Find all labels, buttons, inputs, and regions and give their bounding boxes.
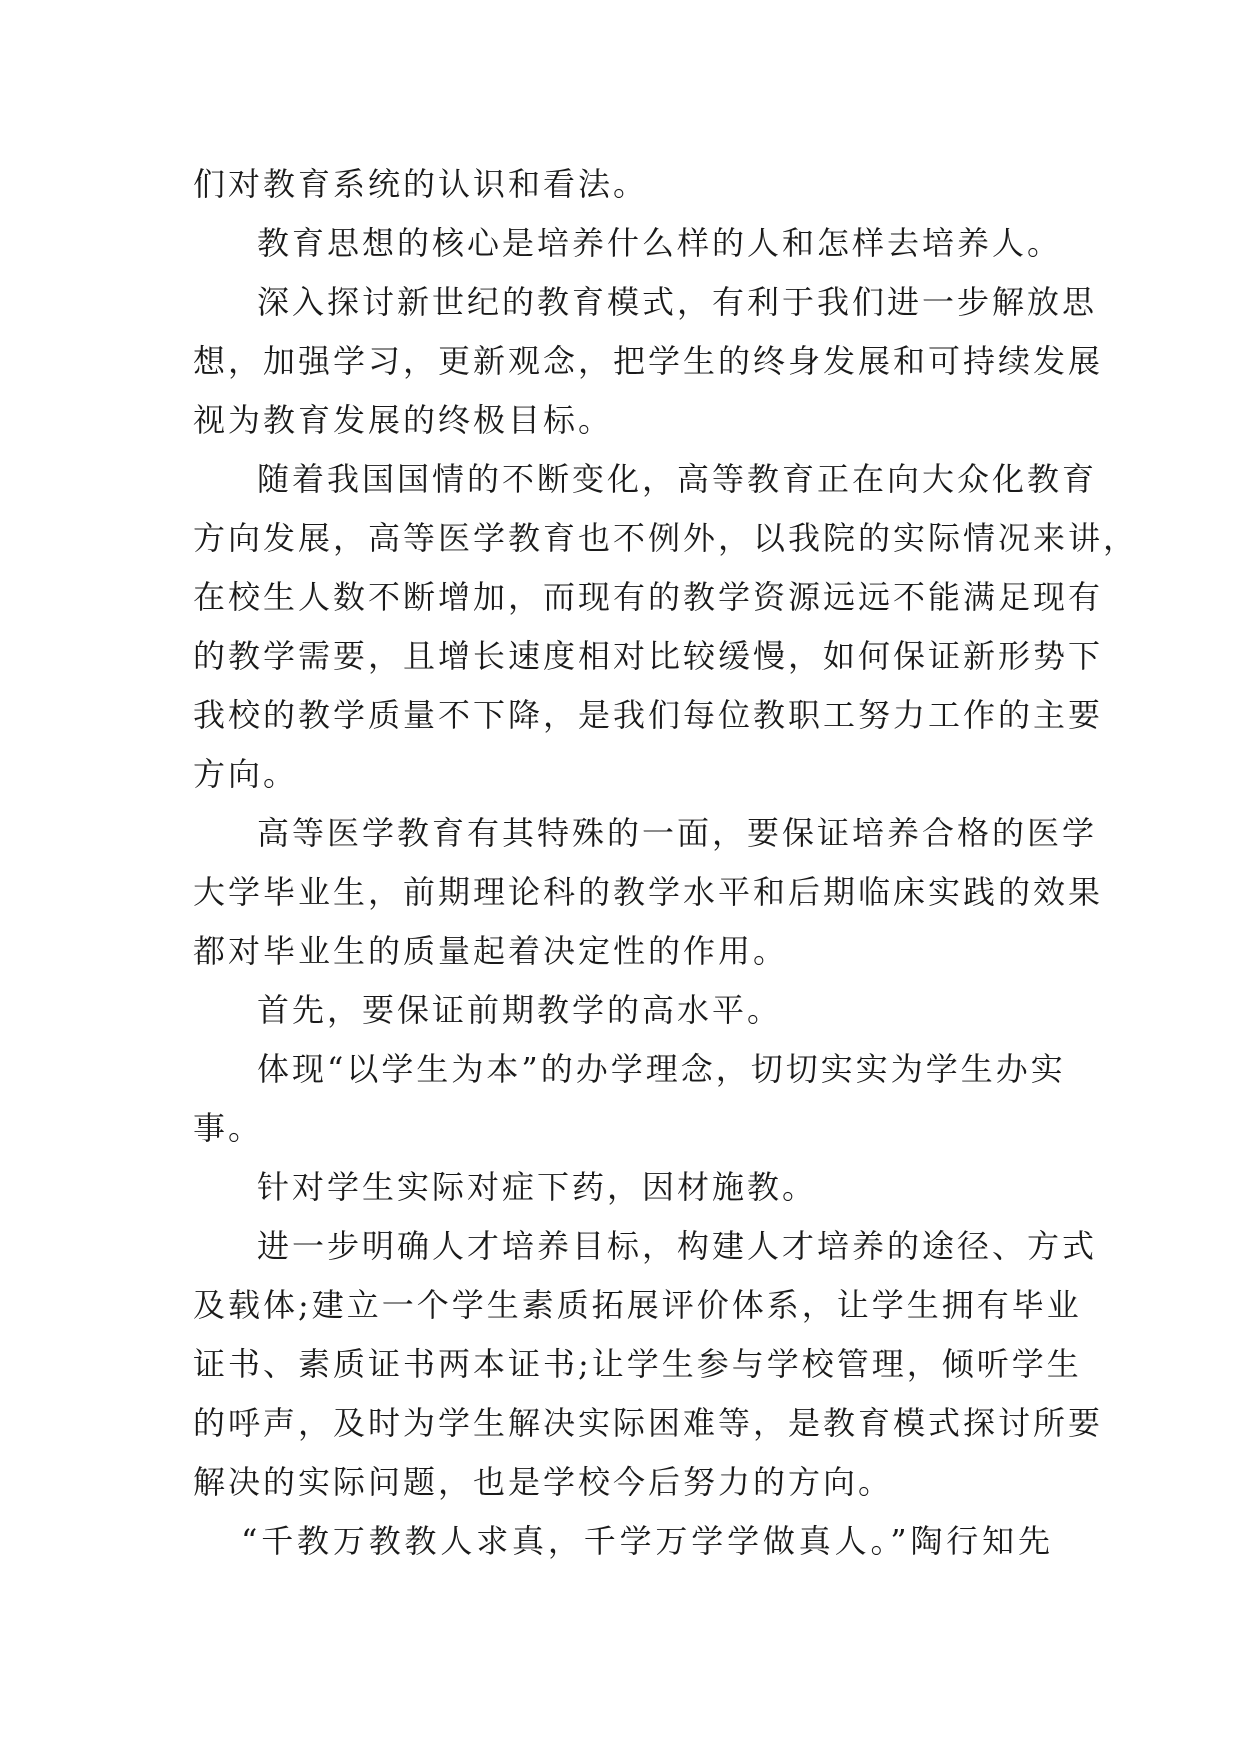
- text-line: 我校的教学质量不下降，是我们每位教职工努力工作的主要: [193, 696, 1104, 734]
- text-line: 方向发展，高等医学教育也不例外，以我院的实际情况来讲，: [193, 519, 1139, 557]
- text-line: 首先，要保证前期教学的高水平。: [257, 991, 783, 1029]
- text-line: 教育思想的核心是培养什么样的人和怎样去培养人。: [257, 224, 1063, 262]
- paragraph: [193, 1040, 1066, 1158]
- text-line: 针对学生实际对症下药，因材施教。: [257, 1168, 818, 1206]
- text-line: 事。: [193, 1109, 264, 1147]
- paragraph: [193, 214, 1063, 273]
- text-line: 的呼声，及时为学生解决实际困难等，是教育模式探讨所要: [193, 1404, 1104, 1442]
- text-line: 进一步明确人才培养目标，构建人才培养的途径、方式: [257, 1227, 1098, 1265]
- text-line: 证书、素质证书两本证书;让学生参与学校管理，倾听学生: [193, 1345, 1082, 1383]
- paragraph: [193, 804, 1104, 981]
- text-line: 们对教育系统的认识和看法。: [193, 165, 649, 203]
- paragraph: [193, 1217, 1104, 1512]
- paragraph: [193, 155, 1053, 214]
- text-line: 随着我国国情的不断变化，高等教育正在向大众化教育: [257, 460, 1098, 498]
- paragraph: [193, 1158, 1053, 1217]
- text-line: 视为教育发展的终极目标。: [193, 401, 614, 439]
- text-line: 高等医学教育有其特殊的一面，要保证培养合格的医学: [257, 814, 1098, 852]
- document-body: [193, 155, 1139, 1571]
- paragraph: [193, 1512, 1053, 1571]
- text-line: 想，加强学习，更新观念，把学生的终身发展和可持续发展: [193, 342, 1104, 380]
- text-line: 体现“以学生为本”的办学理念，切切实实为学生办实: [257, 1050, 1066, 1088]
- text-line: 在校生人数不断增加，而现有的教学资源远远不能满足现有: [193, 578, 1104, 616]
- paragraph: [193, 273, 1104, 450]
- paragraph: [193, 981, 1053, 1040]
- text-line: “千教万教教人求真，千学万学学做真人。”陶行知先: [241, 1522, 1053, 1560]
- text-line: 及载体;建立一个学生素质拓展评价体系，让学生拥有毕业: [193, 1286, 1082, 1324]
- text-line: 的教学需要，且增长速度相对比较缓慢，如何保证新形势下: [193, 637, 1104, 675]
- text-line: 都对毕业生的质量起着决定性的作用。: [193, 932, 789, 970]
- text-line: 大学毕业生，前期理论科的教学水平和后期临床实践的效果: [193, 873, 1104, 911]
- text-line: 方向。: [193, 755, 299, 793]
- text-line: 深入探讨新世纪的教育模式，有利于我们进一步解放思: [257, 283, 1098, 321]
- paragraph: [193, 450, 1139, 804]
- text-line: 解决的实际问题，也是学校今后努力的方向。: [193, 1463, 894, 1501]
